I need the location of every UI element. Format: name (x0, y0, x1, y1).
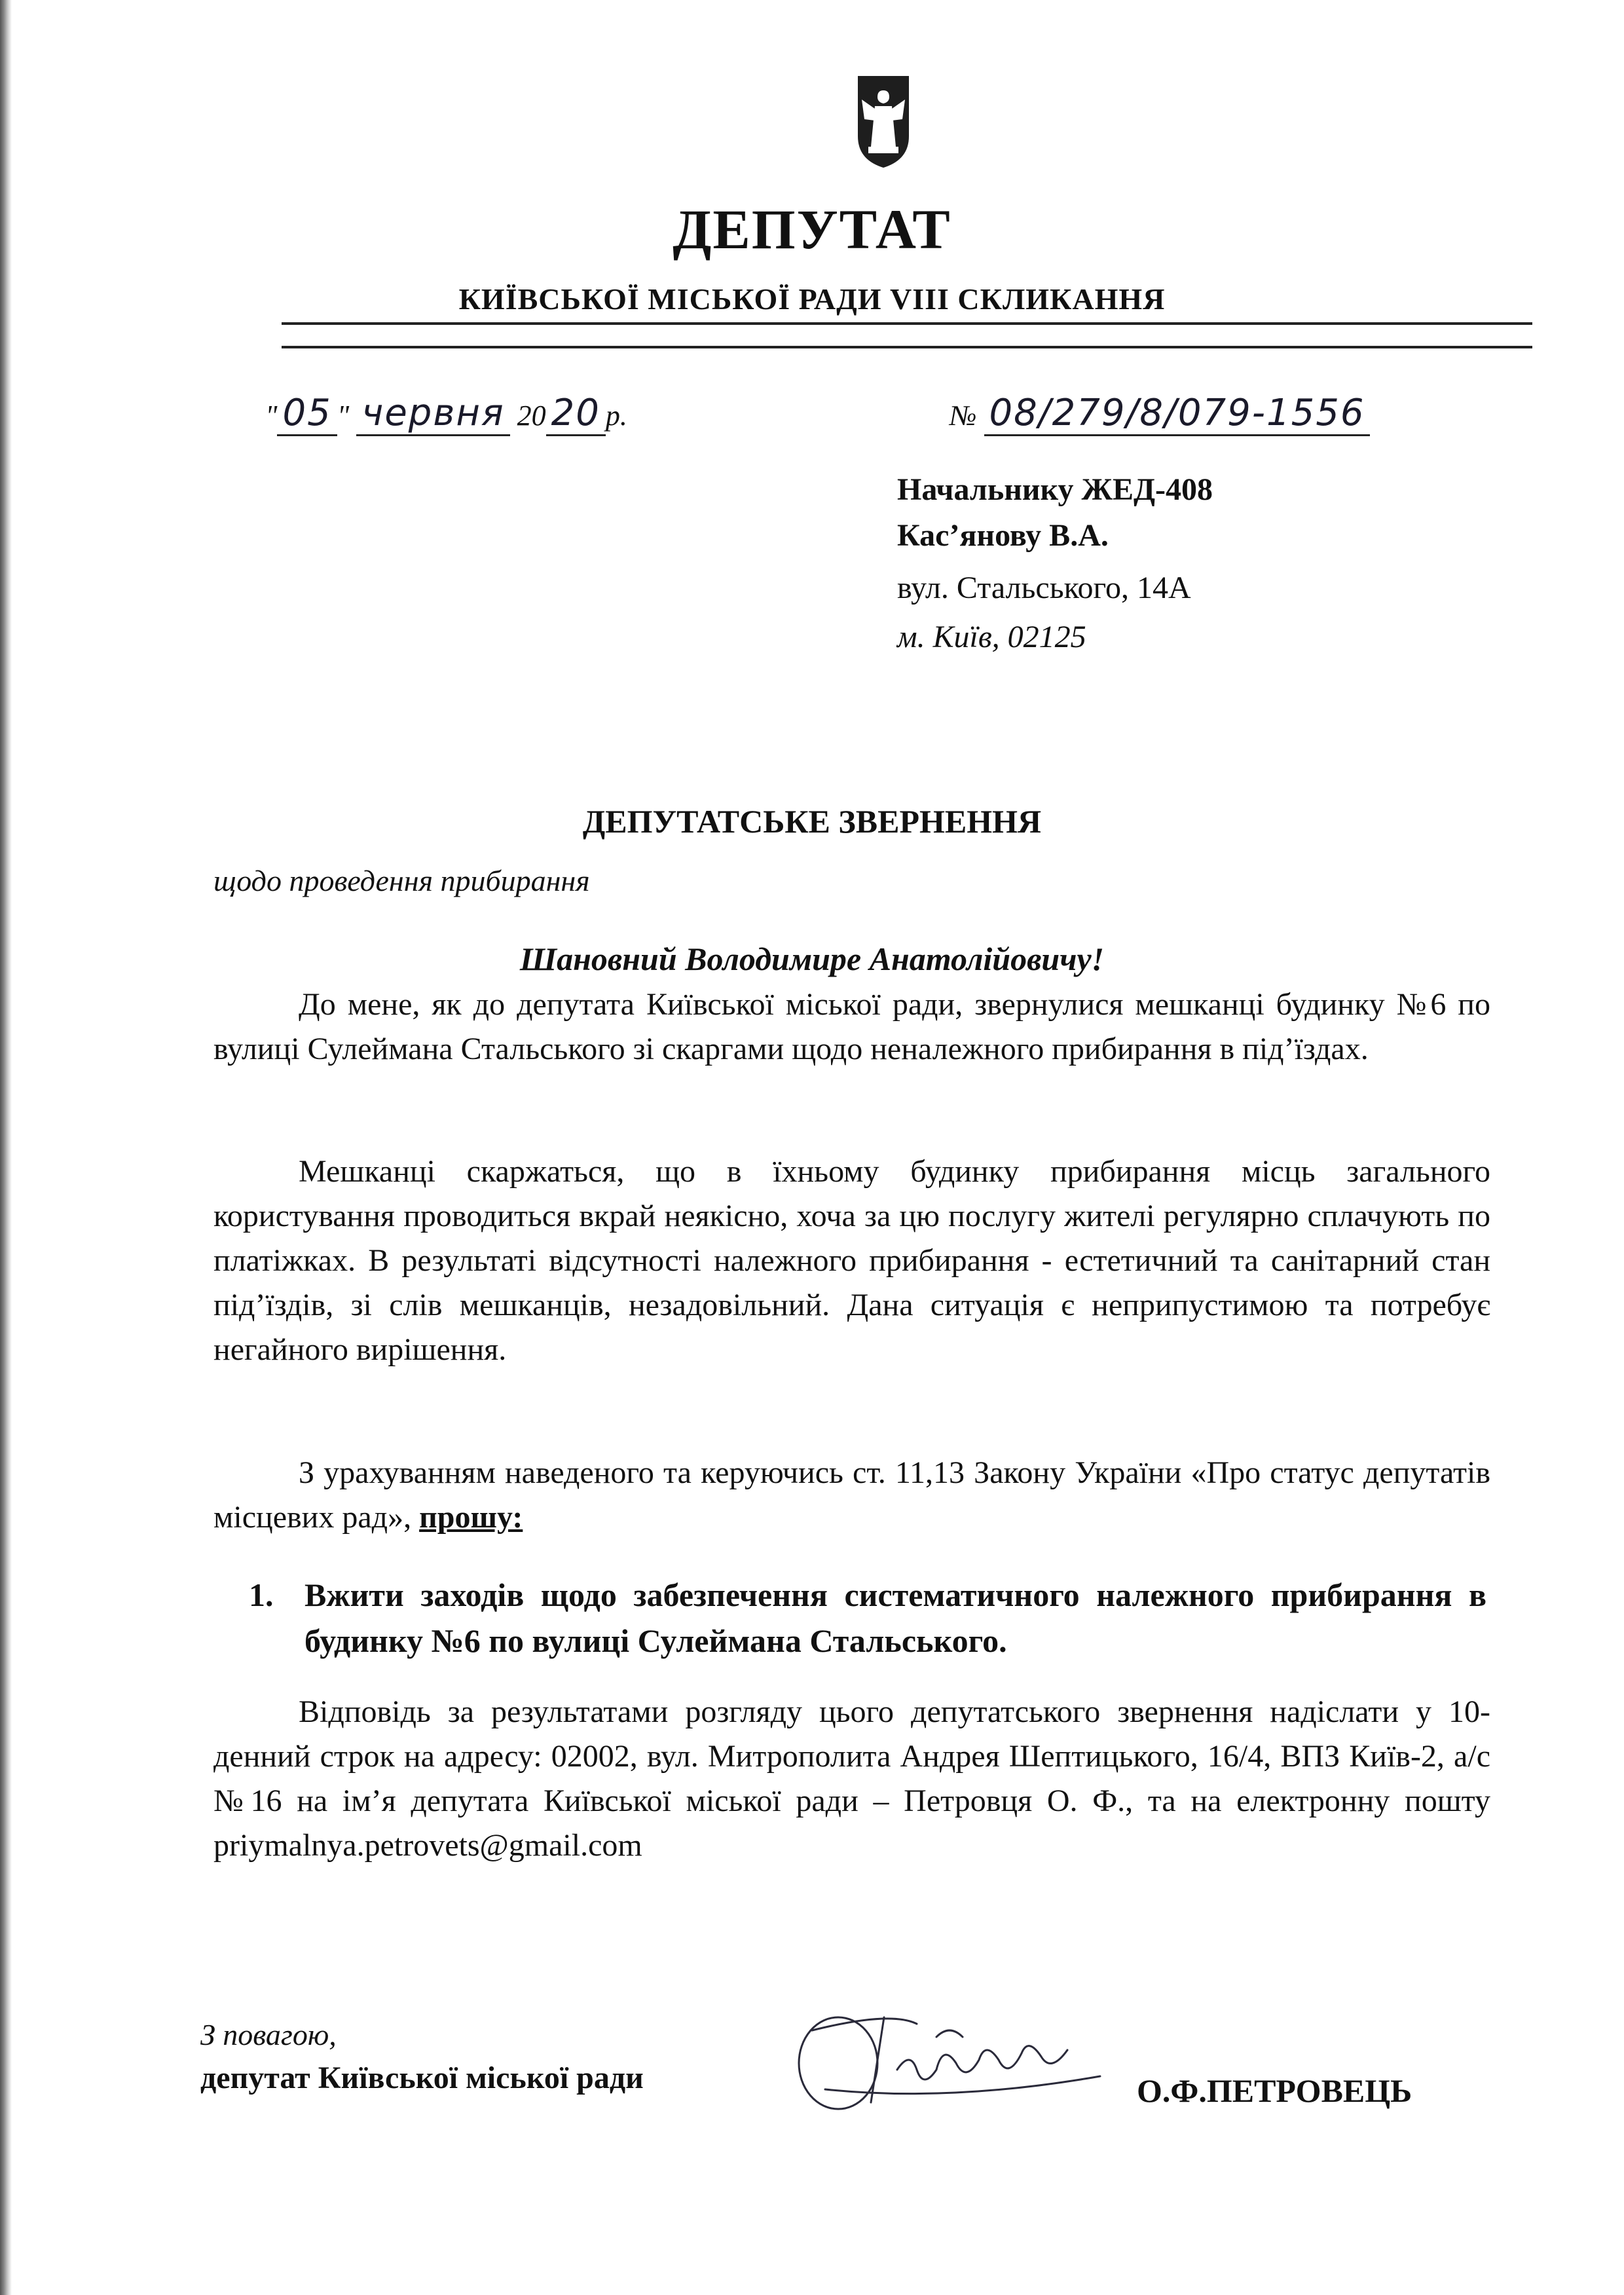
date-month: червня (356, 392, 509, 436)
number-prefix: № (950, 400, 977, 432)
date-year-unit: р. (605, 400, 627, 432)
header-rule-top (282, 322, 1532, 325)
paragraph-3 (213, 1451, 1490, 1540)
signer-position: депутат Київської міської ради (200, 2061, 644, 2095)
recipient-city: м. Київ, 02125 (897, 620, 1086, 654)
signer-name: О.Ф.ПЕТРОВЕЦЬ (1137, 2072, 1412, 2109)
request-keyword: прошу: (419, 1500, 523, 1535)
letter-subject: щодо проведення прибирання (213, 864, 590, 897)
document-number: 08/279/8/079-1556 (984, 392, 1371, 436)
request-number: 1. (249, 1577, 274, 1613)
date-day: 05 (277, 392, 337, 436)
date-line: " 05 " червня 20 20 р. (265, 392, 627, 434)
document-subtitle: КИЇВСЬКОЇ МІСЬКОЇ РАДИ VIII СКЛИКАННЯ (458, 282, 1166, 316)
date-year-prefix: 20 (517, 400, 546, 432)
scan-edge (0, 0, 12, 2295)
paragraph-1: До мене, як до депутата Київської міської ради, звернулися мешканці будинку №6 по вулиці Сулеймана Стальського зі скаргами щодо неналежного прибирання в під’їздах. (213, 987, 1490, 1066)
kyiv-coat-of-arms-icon (855, 73, 912, 170)
handwritten-signature (786, 1991, 1126, 2122)
closing-regards: З повагою, (200, 2018, 337, 2051)
paragraph-2: Мешканці скаржаться, що в їхньому будинку прибирання місць загального користування проводиться вкрай неякісно, хоча за цю послугу жителі регулярно сплачують по платіжках. В результаті відсутності належного прибирання - естетичний та санітарний стан під’їздів, зі слів мешканців, незадовільний. Дана ситуація є неприпустимою та потребує негайного вирішення. (213, 1154, 1490, 1367)
recipient-position: Начальнику ЖЕД-408 (897, 472, 1213, 507)
document-number-line (950, 392, 1370, 434)
salutation: Шановний Володимире Анатолійовичу! (519, 941, 1105, 977)
request-text: Вжити заходів щодо забезпечення систематичного належного прибирання в будинку №6 по вулиці Сулеймана Стальського. (304, 1577, 1486, 1659)
recipient-name: Кас’янову В.А. (897, 518, 1109, 553)
header-rule-bottom (282, 346, 1532, 348)
document-title: ДЕПУТАТ (673, 198, 951, 261)
paragraph-3-text: З урахуванням наведеного та керуючись ст. 11,13 Закону України «Про статус депутатів місцевих рад», (213, 1455, 1490, 1535)
paragraph-4: Відповідь за результатами розгляду цього депутатського звернення надіслати у 10-денний строк на адресу: 02002, вул. Митрополита Андрея Шептицького, 16/4, ВПЗ Київ-2, а/с №16 на ім’я депутата Київської міської ради – Петровця О. Ф., та на електронну пошту priymalnya.petrovets@gmail.com (213, 1694, 1490, 1863)
letter-heading: ДЕПУТАТСЬКЕ ЗВЕРНЕННЯ (582, 803, 1042, 840)
recipient-street: вул. Стальського, 14А (897, 570, 1191, 605)
request-item (249, 1572, 1486, 1664)
date-year-suffix: 20 (546, 392, 606, 436)
